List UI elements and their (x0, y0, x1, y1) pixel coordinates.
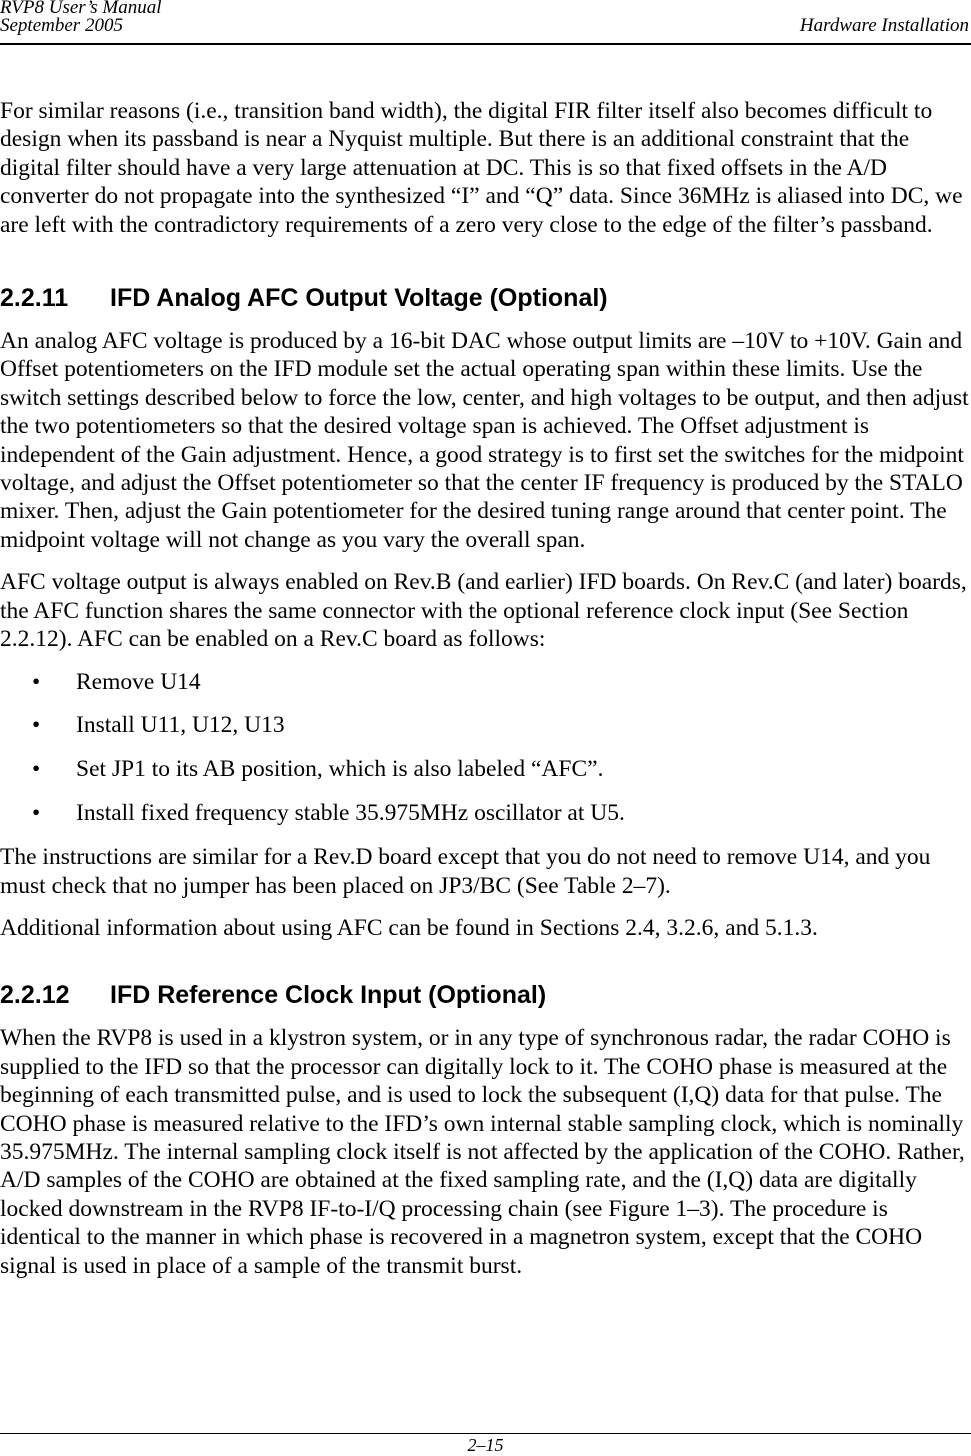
bullet-icon: • (32, 712, 41, 739)
bullet-icon: • (32, 800, 41, 827)
bullet-icon: • (32, 668, 41, 695)
list-item: • Remove U14 (32, 668, 201, 695)
list-item: • Install U11, U12, U13 (32, 712, 285, 739)
paragraph: When the RVP8 is used in a klystron system, or in any type of synchronous radar, the radar COHO is supplied to the IFD so that the processor can digitally lock to it. The COHO phase is measured at the beginning of each transmitted pulse, and is used to lock the subsequent (I,Q) data for that pulse. The COHO phase is measured relative to the IFD’s own internal stable sampling clock, which is nominally 35.975MHz. The internal sampling clock itself is not affected by the application of the COHO. Rather, A/D samples of the COHO are obtained at the fixed sampling rate, and the (I,Q) data are digitally locked downstream in the RVP8 IF-to-I/Q processing chain (see Figure 1–3). The procedure is identical to the manner in which phase is recovered in a magnetron system, except that the COHO signal is used in place of a sample of the transmit burst. (0, 1025, 965, 1279)
header-rule (0, 43, 971, 45)
paragraph: Additional information about using AFC can be found in Sections 2.4, 3.2.6, and 5.1.3. (0, 914, 818, 941)
bullet-icon: • (32, 756, 41, 783)
section-number: 2.2.12 (0, 981, 70, 1010)
header-section: Hardware Installation (799, 15, 969, 36)
section-number: 2.2.11 (0, 284, 69, 313)
afc-enable-steps-list (0, 668, 971, 828)
list-item: • Set JP1 to its AB position, which is also labeled “AFC”. (32, 756, 604, 783)
paragraph: The instructions are similar for a Rev.D board except that you do not need to remove U14, and you must check that no jumper has been placed on JP3/BC (See Table 2–7). (0, 844, 931, 899)
paragraph: An analog AFC voltage is produced by a 16-bit DAC whose output limits are –10V to +10V. Gain and Offset potentiometers on the IFD module set the actual operating span within these limits. Use the switch settings described below to force the low, center, and high voltages to be output, and then adjust the two potentiometers so that the desired voltage span is achieved. The Offset adjustment is independent of the Gain adjustment. Hence, a good strategy is to first set the switches for the midpoint voltage, and adjust the Offset potentiometer so that the center IF frequency is produced by the STALO mixer. Then, adjust the Gain potentiometer for the desired tuning range around that center point. The midpoint voltage will not change as you vary the overall span. (0, 328, 969, 553)
paragraph: AFC voltage output is always enabled on Rev.B (and earlier) IFD boards. On Rev.C (and later) boards, the AFC function shares the same connector with the optional reference clock input (See Section 2.2.12). AFC can be enabled on a Rev.C board as follows: (0, 569, 967, 653)
section-heading-2-2-11 (0, 283, 971, 313)
header-date: September 2005 (0, 15, 123, 36)
list-item: • Install fixed frequency stable 35.975MHz oscillator at U5. (32, 800, 625, 827)
section-heading-2-2-12 (0, 980, 971, 1010)
manual-title: RVP8 User’s Manual (0, 0, 162, 18)
section-title: IFD Analog AFC Output Voltage (Optional) (110, 284, 608, 313)
page-number: 2–15 (467, 1435, 504, 1455)
section-title: IFD Reference Clock Input (Optional) (110, 981, 547, 1010)
page-body (0, 97, 971, 1294)
intro-paragraph: For similar reasons (i.e., transition band width), the digital FIR filter itself also becomes difficult to design when its passband is near a Nyquist multiple. But there is an additional constraint that the digital filter should have a very large attenuation at DC. This is so that fixed offsets in the A/D converter do not propagate into the synthesized “I” and “Q” data. Since 36MHz is aliased into DC, we are left with the contradictory requirements of a zero very close to the edge of the filter’s passband. (0, 98, 963, 238)
footer-rule (0, 1433, 971, 1434)
